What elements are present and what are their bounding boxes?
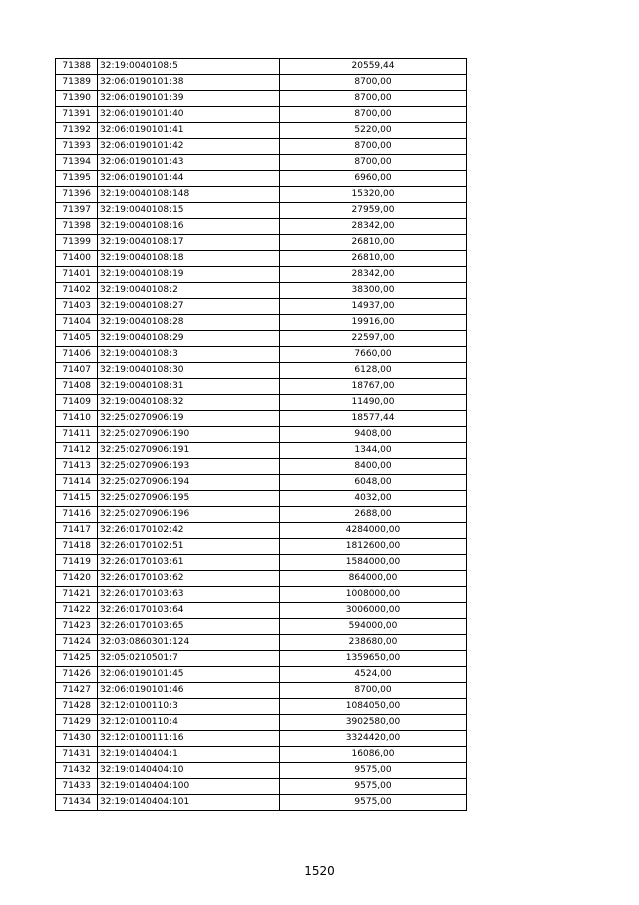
row-number-cell: 71433 — [56, 779, 98, 795]
row-number-cell: 71410 — [56, 411, 98, 427]
value-cell: 7660,00 — [280, 347, 467, 363]
value-cell: 8700,00 — [280, 75, 467, 91]
table-row — [56, 683, 467, 699]
table-row — [56, 475, 467, 491]
table-row — [56, 203, 467, 219]
value-cell: 20559,44 — [280, 59, 467, 75]
cadastral-number-cell: 32:19:0040108:148 — [98, 187, 280, 203]
table-row — [56, 763, 467, 779]
cadastral-number-cell: 32:06:0190101:38 — [98, 75, 280, 91]
value-cell: 3324420,00 — [280, 731, 467, 747]
row-number-cell: 71428 — [56, 699, 98, 715]
row-number-cell: 71405 — [56, 331, 98, 347]
table-row — [56, 363, 467, 379]
value-cell: 9575,00 — [280, 779, 467, 795]
value-cell: 6128,00 — [280, 363, 467, 379]
value-cell: 1084050,00 — [280, 699, 467, 715]
cadastral-number-cell: 32:06:0190101:44 — [98, 171, 280, 187]
row-number-cell: 71403 — [56, 299, 98, 315]
table-row — [56, 571, 467, 587]
cadastral-number-cell: 32:06:0190101:42 — [98, 139, 280, 155]
row-number-cell: 71430 — [56, 731, 98, 747]
value-cell: 6960,00 — [280, 171, 467, 187]
table-row — [56, 123, 467, 139]
value-cell: 8400,00 — [280, 459, 467, 475]
row-number-cell: 71423 — [56, 619, 98, 635]
cadastral-number-cell: 32:26:0170102:51 — [98, 539, 280, 555]
table-body — [56, 59, 467, 811]
cadastral-number-cell: 32:12:0100110:3 — [98, 699, 280, 715]
value-cell: 9575,00 — [280, 763, 467, 779]
value-cell: 3006000,00 — [280, 603, 467, 619]
table-row — [56, 219, 467, 235]
cadastral-number-cell: 32:19:0040108:16 — [98, 219, 280, 235]
cadastral-number-cell: 32:25:0270906:193 — [98, 459, 280, 475]
row-number-cell: 71407 — [56, 363, 98, 379]
cadastral-number-cell: 32:25:0270906:191 — [98, 443, 280, 459]
cadastral-number-cell: 32:06:0190101:43 — [98, 155, 280, 171]
cadastral-number-cell: 32:19:0140404:10 — [98, 763, 280, 779]
cadastral-number-cell: 32:19:0040108:27 — [98, 299, 280, 315]
row-number-cell: 71427 — [56, 683, 98, 699]
row-number-cell: 71406 — [56, 347, 98, 363]
value-cell: 19916,00 — [280, 315, 467, 331]
value-cell: 2688,00 — [280, 507, 467, 523]
row-number-cell: 71404 — [56, 315, 98, 331]
row-number-cell: 71398 — [56, 219, 98, 235]
value-cell: 15320,00 — [280, 187, 467, 203]
cadastral-number-cell: 32:06:0190101:46 — [98, 683, 280, 699]
row-number-cell: 71393 — [56, 139, 98, 155]
cadastral-number-cell: 32:19:0040108:32 — [98, 395, 280, 411]
row-number-cell: 71434 — [56, 795, 98, 811]
row-number-cell: 71431 — [56, 747, 98, 763]
cadastral-number-cell: 32:19:0040108:19 — [98, 267, 280, 283]
table-row — [56, 539, 467, 555]
value-cell: 1344,00 — [280, 443, 467, 459]
table-row — [56, 171, 467, 187]
value-cell: 4524,00 — [280, 667, 467, 683]
table-row — [56, 283, 467, 299]
row-number-cell: 71390 — [56, 91, 98, 107]
table-row — [56, 779, 467, 795]
value-cell: 1008000,00 — [280, 587, 467, 603]
row-number-cell: 71397 — [56, 203, 98, 219]
value-cell: 8700,00 — [280, 683, 467, 699]
table-row — [56, 635, 467, 651]
row-number-cell: 71402 — [56, 283, 98, 299]
table-row — [56, 75, 467, 91]
row-number-cell: 71401 — [56, 267, 98, 283]
table-row — [56, 587, 467, 603]
value-cell: 4284000,00 — [280, 523, 467, 539]
row-number-cell: 71409 — [56, 395, 98, 411]
row-number-cell: 71425 — [56, 651, 98, 667]
value-cell: 8700,00 — [280, 155, 467, 171]
table-row — [56, 523, 467, 539]
table-row — [56, 603, 467, 619]
value-cell: 6048,00 — [280, 475, 467, 491]
value-cell: 8700,00 — [280, 139, 467, 155]
value-cell: 38300,00 — [280, 283, 467, 299]
cadastral-number-cell: 32:12:0100111:16 — [98, 731, 280, 747]
row-number-cell: 71391 — [56, 107, 98, 123]
row-number-cell: 71414 — [56, 475, 98, 491]
cadastral-number-cell: 32:19:0040108:30 — [98, 363, 280, 379]
cadastral-number-cell: 32:06:0190101:40 — [98, 107, 280, 123]
row-number-cell: 71400 — [56, 251, 98, 267]
cadastral-number-cell: 32:06:0190101:45 — [98, 667, 280, 683]
table-row — [56, 795, 467, 811]
cadastral-number-cell: 32:26:0170103:64 — [98, 603, 280, 619]
value-cell: 26810,00 — [280, 251, 467, 267]
table-row — [56, 731, 467, 747]
cadastral-number-cell: 32:05:0210501:7 — [98, 651, 280, 667]
value-cell: 4032,00 — [280, 491, 467, 507]
value-cell: 27959,00 — [280, 203, 467, 219]
cadastral-number-cell: 32:26:0170103:62 — [98, 571, 280, 587]
value-cell: 8700,00 — [280, 91, 467, 107]
row-number-cell: 71408 — [56, 379, 98, 395]
table-row — [56, 747, 467, 763]
cadastral-number-cell: 32:25:0270906:196 — [98, 507, 280, 523]
data-table — [55, 58, 467, 811]
table-row — [56, 395, 467, 411]
value-cell: 864000,00 — [280, 571, 467, 587]
row-number-cell: 71417 — [56, 523, 98, 539]
table-row — [56, 251, 467, 267]
row-number-cell: 71429 — [56, 715, 98, 731]
cadastral-number-cell: 32:26:0170103:65 — [98, 619, 280, 635]
value-cell: 238680,00 — [280, 635, 467, 651]
cadastral-number-cell: 32:25:0270906:190 — [98, 427, 280, 443]
table-row — [56, 507, 467, 523]
table-row — [56, 427, 467, 443]
cadastral-number-cell: 32:19:0040108:28 — [98, 315, 280, 331]
value-cell: 5220,00 — [280, 123, 467, 139]
cadastral-number-cell: 32:06:0190101:39 — [98, 91, 280, 107]
value-cell: 28342,00 — [280, 219, 467, 235]
row-number-cell: 71388 — [56, 59, 98, 75]
value-cell: 1359650,00 — [280, 651, 467, 667]
row-number-cell: 71415 — [56, 491, 98, 507]
value-cell: 9575,00 — [280, 795, 467, 811]
cadastral-number-cell: 32:06:0190101:41 — [98, 123, 280, 139]
row-number-cell: 71413 — [56, 459, 98, 475]
row-number-cell: 71420 — [56, 571, 98, 587]
cadastral-number-cell: 32:25:0270906:195 — [98, 491, 280, 507]
table-row — [56, 699, 467, 715]
cadastral-number-cell: 32:19:0040108:18 — [98, 251, 280, 267]
cadastral-number-cell: 32:12:0100110:4 — [98, 715, 280, 731]
table-row — [56, 187, 467, 203]
value-cell: 3902580,00 — [280, 715, 467, 731]
table-row — [56, 555, 467, 571]
table-row — [56, 139, 467, 155]
row-number-cell: 71394 — [56, 155, 98, 171]
row-number-cell: 71421 — [56, 587, 98, 603]
table-row — [56, 315, 467, 331]
cadastral-number-cell: 32:19:0040108:2 — [98, 283, 280, 299]
cadastral-number-cell: 32:26:0170103:63 — [98, 587, 280, 603]
value-cell: 26810,00 — [280, 235, 467, 251]
value-cell: 28342,00 — [280, 267, 467, 283]
value-cell: 1584000,00 — [280, 555, 467, 571]
value-cell: 8700,00 — [280, 107, 467, 123]
row-number-cell: 71395 — [56, 171, 98, 187]
cadastral-number-cell: 32:26:0170103:61 — [98, 555, 280, 571]
page-number: 1520 — [304, 864, 335, 878]
table-row — [56, 331, 467, 347]
table-row — [56, 59, 467, 75]
table-row — [56, 443, 467, 459]
row-number-cell: 71392 — [56, 123, 98, 139]
row-number-cell: 71396 — [56, 187, 98, 203]
cadastral-number-cell: 32:19:0040108:5 — [98, 59, 280, 75]
table-row — [56, 379, 467, 395]
row-number-cell: 71424 — [56, 635, 98, 651]
table-row — [56, 347, 467, 363]
table-row — [56, 667, 467, 683]
row-number-cell: 71399 — [56, 235, 98, 251]
row-number-cell: 71416 — [56, 507, 98, 523]
table-row — [56, 491, 467, 507]
value-cell: 9408,00 — [280, 427, 467, 443]
cadastral-number-cell: 32:03:0860301:124 — [98, 635, 280, 651]
table-row — [56, 267, 467, 283]
table-row — [56, 619, 467, 635]
cadastral-number-cell: 32:19:0040108:29 — [98, 331, 280, 347]
cadastral-number-cell: 32:19:0040108:3 — [98, 347, 280, 363]
value-cell: 11490,00 — [280, 395, 467, 411]
table-row — [56, 107, 467, 123]
table-row — [56, 651, 467, 667]
row-number-cell: 71432 — [56, 763, 98, 779]
row-number-cell: 71411 — [56, 427, 98, 443]
cadastral-number-cell: 32:19:0040108:31 — [98, 379, 280, 395]
row-number-cell: 71426 — [56, 667, 98, 683]
value-cell: 594000,00 — [280, 619, 467, 635]
cadastral-number-cell: 32:19:0140404:100 — [98, 779, 280, 795]
value-cell: 14937,00 — [280, 299, 467, 315]
row-number-cell: 71418 — [56, 539, 98, 555]
table-row — [56, 411, 467, 427]
table-row — [56, 155, 467, 171]
cadastral-number-cell: 32:25:0270906:194 — [98, 475, 280, 491]
row-number-cell: 71389 — [56, 75, 98, 91]
row-number-cell: 71412 — [56, 443, 98, 459]
cadastral-number-cell: 32:19:0040108:15 — [98, 203, 280, 219]
cadastral-number-cell: 32:25:0270906:19 — [98, 411, 280, 427]
table-row — [56, 299, 467, 315]
value-cell: 18767,00 — [280, 379, 467, 395]
table-row — [56, 91, 467, 107]
row-number-cell: 71419 — [56, 555, 98, 571]
table-row — [56, 235, 467, 251]
value-cell: 16086,00 — [280, 747, 467, 763]
value-cell: 1812600,00 — [280, 539, 467, 555]
table-row — [56, 715, 467, 731]
value-cell: 22597,00 — [280, 331, 467, 347]
table-row — [56, 459, 467, 475]
cadastral-number-cell: 32:19:0140404:101 — [98, 795, 280, 811]
cadastral-number-cell: 32:26:0170102:42 — [98, 523, 280, 539]
cadastral-number-cell: 32:19:0040108:17 — [98, 235, 280, 251]
row-number-cell: 71422 — [56, 603, 98, 619]
cadastral-number-cell: 32:19:0140404:1 — [98, 747, 280, 763]
value-cell: 18577,44 — [280, 411, 467, 427]
